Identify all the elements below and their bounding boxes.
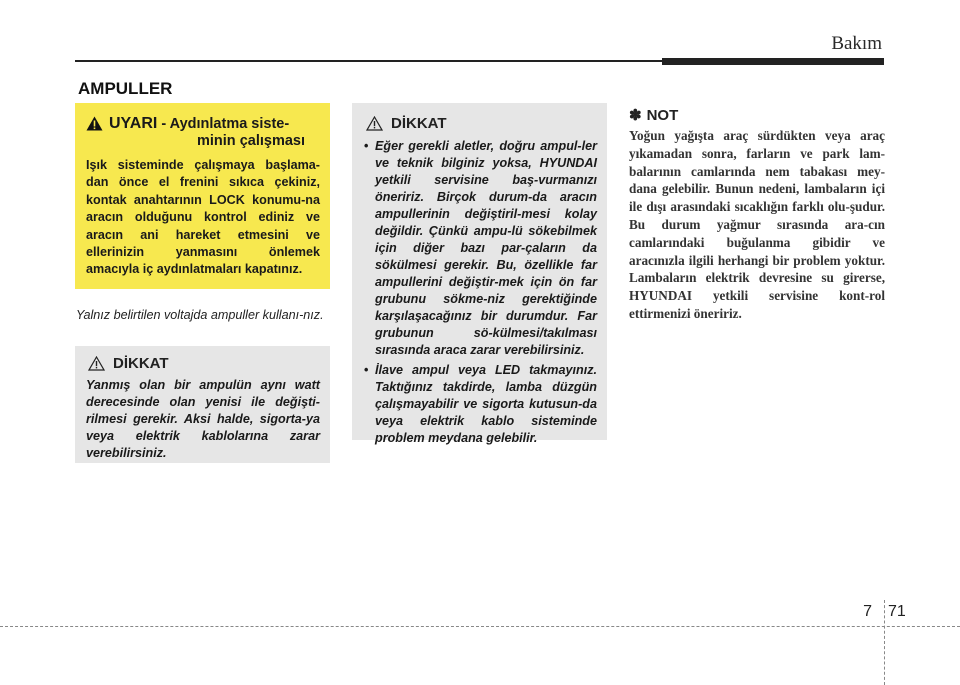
caution-header-large — [364, 115, 597, 132]
header-bar — [662, 58, 884, 65]
caution-box-large — [352, 103, 607, 445]
warning-box — [75, 103, 330, 289]
caution-label-large: DİKKAT — [391, 115, 447, 132]
section-title: AMPULLER — [78, 79, 173, 98]
caution-bullet — [364, 138, 597, 359]
footer-rule — [0, 626, 960, 627]
caution-bullet — [364, 362, 597, 447]
caution-triangle-icon — [88, 356, 105, 371]
bullet-dot-icon: • — [364, 139, 369, 153]
header-rule — [75, 60, 662, 62]
warning-body: Işık sisteminde çalışmaya başlama-dan önce el frenini sıkıca çekiniz, kontak anahtarının LOCK konumu-na aracın olduğunu kontrol ediniz ve aracın ani hareket etmesini ve ellerinizin yanmasını önlemek amacıyla iç aydınlatmaları kapatınız. — [86, 158, 320, 277]
caution-body-large — [364, 138, 597, 447]
note-star-icon: ✽ — [629, 107, 642, 124]
caution-bullet-text: Eğer gerekli aletler, doğru ampul-ler ve teknik bilginiz yoksa, HYUNDAI yetkili servisine baş-vurmanızı öneririz. Birçok durum-da aracın ampullerinin değiştiril-mesi kolay değildir. Çünkü ampu-lü sökebilmek için diğer bazı par-çaların da sökülmesi gerekir. Bu, özellikle far ampullerini değiştir-mek için ön far grubunu sökme-niz gerektiğinde karşılaşacağınız bir durumdur. Far grubunun sö-külmesi/takılması sırasında araca zarar verebilirsiniz. — [375, 139, 597, 357]
warning-label: UYARI — [109, 115, 158, 132]
header-title: Bakım — [831, 33, 882, 54]
footer-divider — [884, 600, 885, 685]
caution-bullet-text: İlave ampul veya LED takmayınız. Taktığınız takdirde, lamba düzgün çalışmayabilir ve sigorta kutusun-da veya elektrik kablo sisteminde problem meydana gelebilir. — [375, 363, 597, 445]
page-number: 71 — [888, 603, 906, 620]
note-label: NOT — [646, 106, 679, 124]
warning-title-line2: minin çalışması — [197, 133, 305, 149]
warning-header — [86, 115, 320, 150]
warning-title-line1: - Aydınlatma siste- — [157, 116, 290, 132]
voltage-note: Yalnız belirtilen voltajda ampuller kullanı-nız. — [76, 308, 324, 322]
caution-header-small — [86, 355, 320, 372]
warning-triangle-icon — [86, 116, 103, 131]
note-header — [629, 106, 678, 124]
caution-box-small — [75, 346, 330, 463]
caution-triangle-icon — [366, 116, 383, 131]
chapter-number: 7 — [863, 603, 872, 620]
note-body: Yoğun yağışta araç sürdükten veya araç yıkamadan sonra, farların ve park lam-balarının camlarında nem tabakası mey-dana gelebilir. Bunun nedeni, lambaların içi ile dışı arasındaki sıcaklığın farklı olu-şudur. Bu durum yağmur sırasında ara-cın camlarındaki buğulanma gibidir ve aracınızla ilgili herhangi bir problem yoktur. Lambaların elektrik devresine su girerse, HYUNDAI yetkili servisine kont-rol ettirmenizi öneririz. — [629, 128, 885, 321]
caution-label-small: DİKKAT — [113, 355, 169, 372]
caution-body-small: Yanmış olan bir ampulün aynı watt derecesinde olan yenisi ile değişti-rilmesi gerekir. Aksi halde, sigorta-ya veya elektrik kablolarına zarar verebilirsiniz. — [86, 378, 320, 460]
bullet-dot-icon: • — [364, 363, 369, 377]
